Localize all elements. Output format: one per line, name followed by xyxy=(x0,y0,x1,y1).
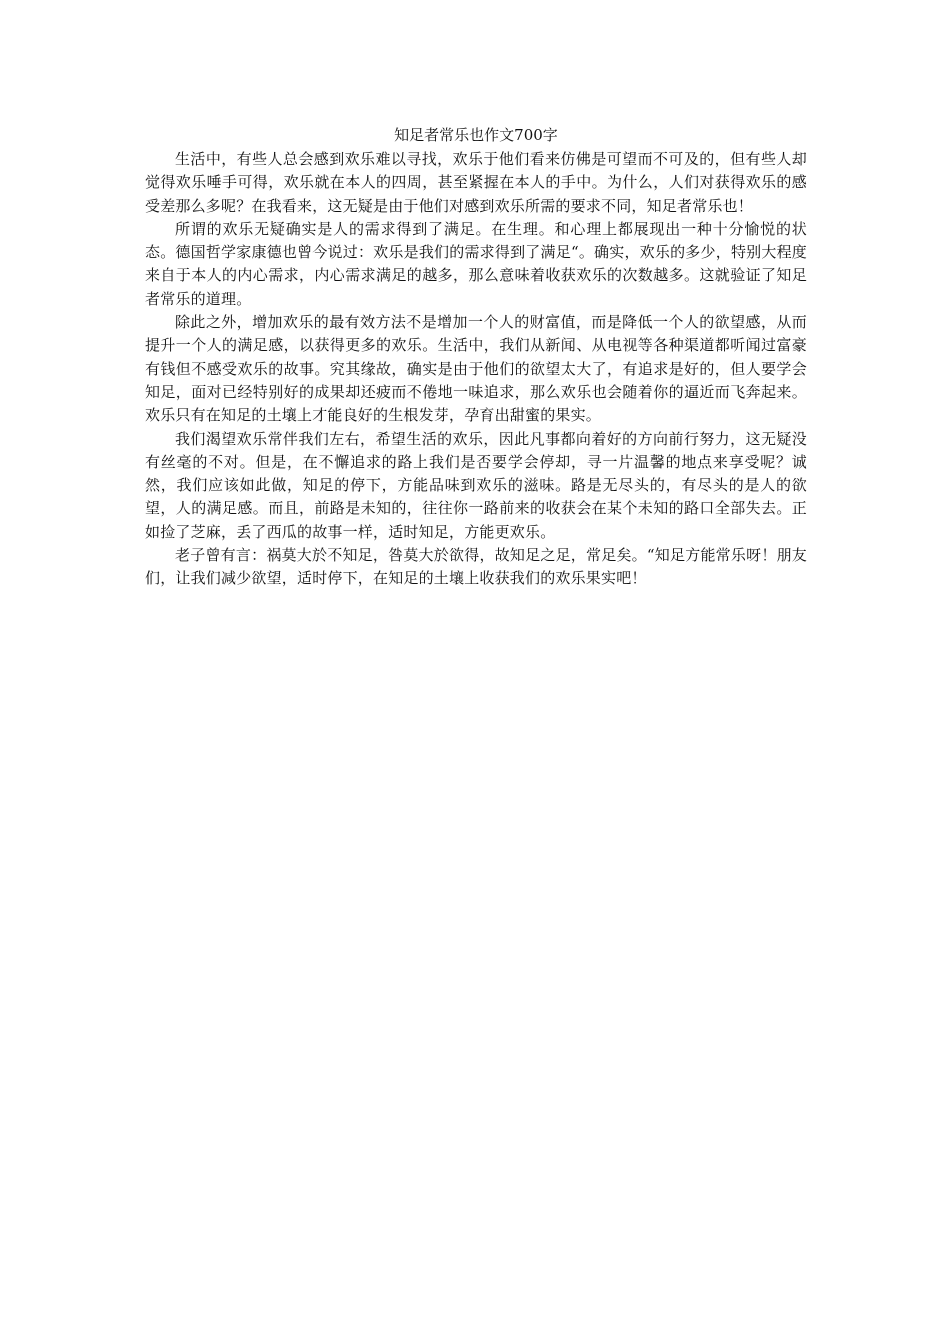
document-content xyxy=(145,124,807,591)
paragraph-3: 除此之外，增加欢乐的最有效方法不是增加一个人的财富值，而是降低一个人的欲望感，从而提升一个人的满足感，以获得更多的欢乐。生活中，我们从新闻、从电视等各种渠道都听闻过富豪有钱但不感受欢乐的故事。究其缘故，确实是由于他们的欲望太大了，有追求是好的，但人要学会知足，面对已经特别好的成果却还疲而不倦地一味追求，那么欢乐也会随着你的逼近而飞奔起来。欢乐只有在知足的土壤上才能良好的生根发芽，孕育出甜蜜的果实。 xyxy=(145,313,807,425)
paragraph-2: 所谓的欢乐无疑确实是人的需求得到了满足。在生理。和心理上都展现出一种十分愉悦的状态。德国哲学家康德也曾今说过：欢乐是我们的需求得到了满足“。确实，欢乐的多少，特别大程度来自于本人的内心需求，内心需求满足的越多，那么意味着收获欢乐的次数越多。这就验证了知足者常乐的道理。 xyxy=(145,219,807,308)
paragraph-1: 生活中，有些人总会感到欢乐难以寻找，欢乐于他们看来仿佛是可望而不可及的，但有些人却觉得欢乐唾手可得，欢乐就在本人的四周，甚至紧握在本人的手中。为什么，人们对获得欢乐的感受差那么多呢？在我看来，这无疑是由于他们对感到欢乐所需的要求不同，知足者常乐也！ xyxy=(145,150,807,215)
document-title: 知足者常乐也作文700字 xyxy=(394,126,558,144)
paragraph-5: 老子曾有言：祸莫大於不知足，咎莫大於欲得，故知足之足，常足矣。“知足方能常乐呀！朋友们，让我们减少欲望，适时停下，在知足的土壤上收获我们的欢乐果实吧！ xyxy=(145,546,807,588)
paragraph-4: 我们渴望欢乐常伴我们左右，希望生活的欢乐，因此凡事都向着好的方向前行努力，这无疑没有丝毫的不对。但是，在不懈追求的路上我们是否要学会停却，寻一片温馨的地点来享受呢？诚然，我们应该如此做，知足的停下，方能品味到欢乐的滋味。路是无尽头的，有尽头的是人的欲望，人的满足感。而且，前路是未知的，往往你一路前来的收获会在某个未知的路口全部失去。正如捡了芝麻，丢了西瓜的故事一样，适时知足，方能更欢乐。 xyxy=(145,429,807,541)
